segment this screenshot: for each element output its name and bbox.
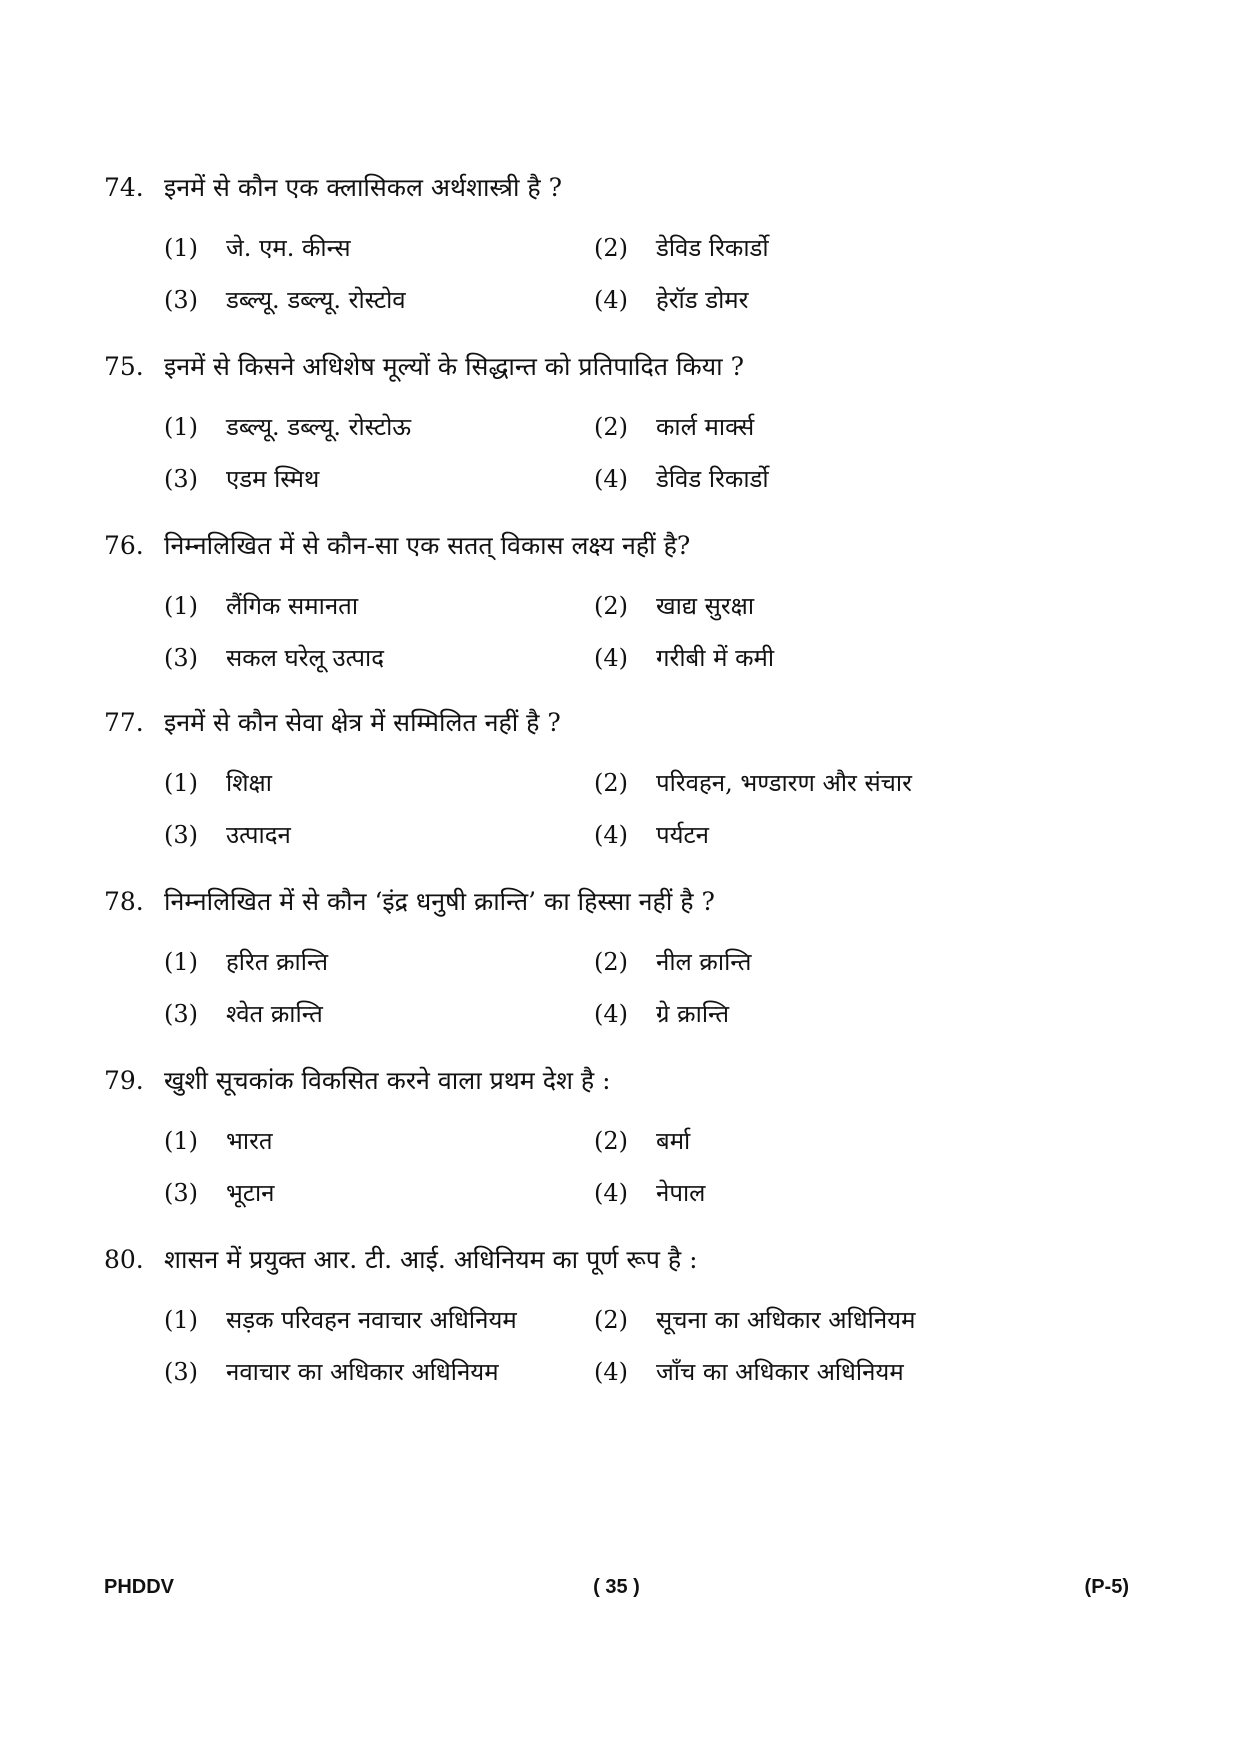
option-4: (4) हेरॉड डोमर xyxy=(594,286,749,314)
question-number: 80. xyxy=(104,1245,144,1274)
question-number: 74. xyxy=(104,173,144,202)
option-1: (1) लैंगिक समानता xyxy=(164,592,359,620)
question-number: 78. xyxy=(104,887,144,916)
option-1: (1) जे. एम. कीन्स xyxy=(164,234,351,262)
question-75 xyxy=(104,351,1144,493)
option-3: (3) सकल घरेलू उत्पाद xyxy=(164,644,384,672)
option-1: (1) भारत xyxy=(164,1127,273,1155)
option-4: (4) गरीबी में कमी xyxy=(594,644,775,672)
option-1: (1) हरित क्रान्ति xyxy=(164,948,329,976)
question-text: इनमें से किसने अधिशेष मूल्यों के सिद्धान्त को प्रतिपादित किया ? xyxy=(164,352,744,381)
option-2: (2) डेविड रिकार्डो xyxy=(594,234,769,262)
question-80 xyxy=(104,1244,1144,1386)
question-number: 79. xyxy=(104,1066,144,1095)
question-number: 77. xyxy=(104,708,144,737)
option-2: (2) कार्ल मार्क्स xyxy=(594,413,755,441)
option-3: (3) डब्ल्यू. डब्ल्यू. रोस्टोव xyxy=(164,286,406,314)
option-1: (1) सड़क परिवहन नवाचार अधिनियम xyxy=(164,1306,517,1334)
option-4: (4) ग्रे क्रान्ति xyxy=(594,1000,730,1028)
option-2: (2) नील क्रान्ति xyxy=(594,948,752,976)
option-2: (2) बर्मा xyxy=(594,1127,691,1155)
option-3: (3) भूटान xyxy=(164,1179,275,1207)
question-text: खुशी सूचकांक विकसित करने वाला प्रथम देश है : xyxy=(164,1066,611,1095)
question-text: इनमें से कौन सेवा क्षेत्र में सम्मिलित नहीं है ? xyxy=(164,708,561,737)
option-2: (2) सूचना का अधिकार अधिनियम xyxy=(594,1306,916,1334)
option-3: (3) उत्पादन xyxy=(164,821,291,849)
question-text: इनमें से कौन एक क्लासिकल अर्थशास्त्री है ? xyxy=(164,173,563,202)
option-3: (3) एडम स्मिथ xyxy=(164,465,320,493)
page-number: ( 35 ) xyxy=(593,1576,640,1598)
option-1: (1) डब्ल्यू. डब्ल्यू. रोस्टोऊ xyxy=(164,413,412,441)
question-number: 76. xyxy=(104,531,144,560)
option-4: (4) नेपाल xyxy=(594,1179,706,1207)
option-4: (4) जाँच का अधिकार अधिनियम xyxy=(594,1358,904,1386)
option-4: (4) पर्यटन xyxy=(594,821,709,849)
question-78 xyxy=(104,886,1144,1028)
question-76 xyxy=(104,530,1144,672)
option-2: (2) परिवहन, भण्डारण और संचार xyxy=(594,769,912,797)
question-77 xyxy=(104,707,1144,849)
question-79 xyxy=(104,1065,1144,1207)
paper-code: PHDDV xyxy=(104,1576,175,1598)
page-footer xyxy=(104,1576,1129,1606)
option-1: (1) शिक्षा xyxy=(164,769,272,797)
question-number: 75. xyxy=(104,352,144,381)
option-3: (3) नवाचार का अधिकार अधिनियम xyxy=(164,1358,499,1386)
option-4: (4) डेविड रिकार्डो xyxy=(594,465,769,493)
option-2: (2) खाद्य सुरक्षा xyxy=(594,592,755,620)
option-3: (3) श्वेत क्रान्ति xyxy=(164,1000,323,1028)
question-text: निम्नलिखित में से कौन-सा एक सतत् विकास लक्ष्य नहीं है? xyxy=(164,531,691,560)
question-74 xyxy=(104,172,1144,314)
set-code: (P-5) xyxy=(1084,1576,1129,1598)
question-text: शासन में प्रयुक्त आर. टी. आई. अधिनियम का पूर्ण रूप है : xyxy=(164,1245,698,1274)
question-text: निम्नलिखित में से कौन ‘इंद्र धनुषी क्रान्ति’ का हिस्सा नहीं है ? xyxy=(164,887,715,916)
